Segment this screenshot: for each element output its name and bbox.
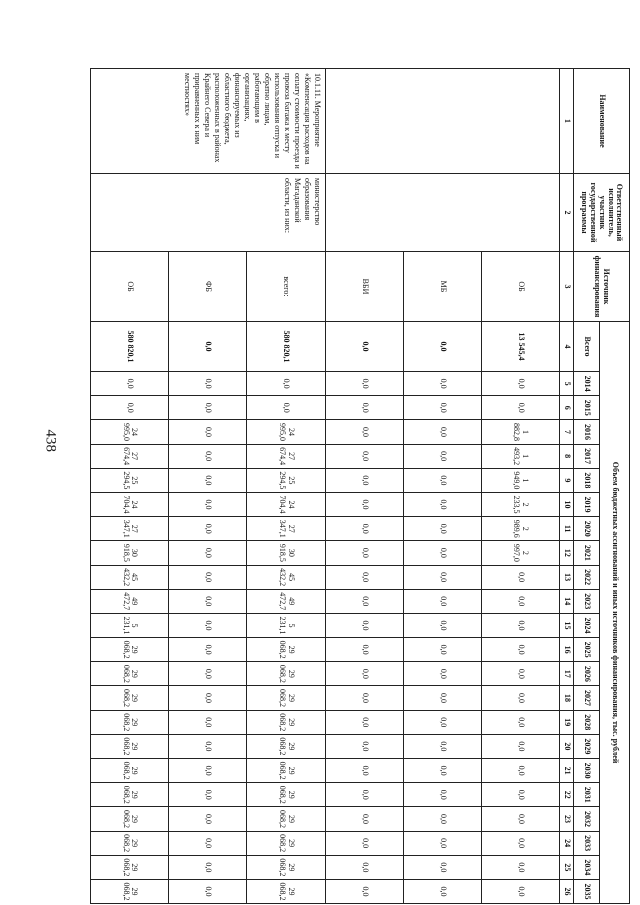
- source-cell: ВБИ: [325, 252, 403, 322]
- value-cell: 0,0: [169, 420, 247, 444]
- source-cell: всего:: [247, 252, 325, 322]
- value-cell: 0,0: [403, 831, 481, 855]
- value-cell: 24 704,4: [247, 492, 325, 516]
- value-cell: 0,0: [325, 372, 403, 396]
- value-cell: 0,0: [325, 492, 403, 516]
- total-cell: 0,0: [325, 322, 403, 372]
- value-cell: 29 068,2: [91, 638, 169, 662]
- value-cell: 0,0: [169, 759, 247, 783]
- value-cell: 0,0: [403, 686, 481, 710]
- value-cell: 0,0: [325, 879, 403, 903]
- value-cell: 0,0: [481, 686, 559, 710]
- value-cell: 29 068,2: [91, 734, 169, 758]
- column-number: 1: [560, 69, 574, 174]
- value-cell: 0,0: [325, 686, 403, 710]
- value-cell: 0,0: [481, 565, 559, 589]
- column-number: 19: [560, 710, 574, 734]
- name-cell-empty: [325, 69, 559, 174]
- value-cell: 29 068,2: [247, 831, 325, 855]
- value-cell: 0,0: [403, 396, 481, 420]
- measure-name: 10.1.11. Мероприятие «Компенсация расходов на оплату стоимости проезда и провоза багажа к месту использования отпуска и обратно лицам, работающим в организациях, финансируемых из областного бюджета, расположенных в районах Крайнего Севера и приравненных к ним местностях»: [91, 69, 326, 174]
- value-cell: 0,0: [325, 420, 403, 444]
- value-cell: 0,0: [325, 734, 403, 758]
- value-cell: 24 704,4: [91, 492, 169, 516]
- value-cell: 29 068,2: [247, 879, 325, 903]
- header-year: 2017: [574, 444, 600, 468]
- column-number: 17: [560, 662, 574, 686]
- value-cell: 0,0: [481, 759, 559, 783]
- value-cell: 0,0: [481, 807, 559, 831]
- header-year: 2033: [574, 831, 600, 855]
- header-year: 2032: [574, 807, 600, 831]
- header-year: 2015: [574, 396, 600, 420]
- value-cell: 0,0: [325, 468, 403, 492]
- value-cell: 2 989,6: [481, 517, 559, 541]
- value-cell: 0,0: [403, 492, 481, 516]
- header-year: 2014: [574, 372, 600, 396]
- value-cell: 49 472,7: [247, 589, 325, 613]
- source-cell: МБ: [403, 252, 481, 322]
- header-year: 2016: [574, 420, 600, 444]
- value-cell: 29 068,2: [91, 807, 169, 831]
- source-cell: ФБ: [169, 252, 247, 322]
- value-cell: 29 068,2: [91, 686, 169, 710]
- column-number: 16: [560, 638, 574, 662]
- header-year: 2034: [574, 855, 600, 879]
- value-cell: 0,0: [325, 444, 403, 468]
- value-cell: 0,0: [169, 807, 247, 831]
- value-cell: 29 068,2: [247, 710, 325, 734]
- value-cell: 0,0: [325, 831, 403, 855]
- column-number: 4: [560, 322, 574, 372]
- column-number: 25: [560, 855, 574, 879]
- value-cell: 0,0: [169, 879, 247, 903]
- value-cell: 29 068,2: [91, 831, 169, 855]
- value-cell: 0,0: [403, 807, 481, 831]
- value-cell: 0,0: [169, 565, 247, 589]
- value-cell: 2 233,5: [481, 492, 559, 516]
- value-cell: 29 068,2: [91, 855, 169, 879]
- value-cell: 0,0: [403, 420, 481, 444]
- rotated-table-wrapper: [90, 68, 630, 903]
- value-cell: 0,0: [403, 662, 481, 686]
- value-cell: 24 995,0: [91, 420, 169, 444]
- value-cell: 29 068,2: [91, 759, 169, 783]
- value-cell: 0,0: [403, 783, 481, 807]
- column-number: 9: [560, 468, 574, 492]
- value-cell: 0,0: [481, 831, 559, 855]
- value-cell: 1 882,8: [481, 420, 559, 444]
- header-year: 2026: [574, 662, 600, 686]
- value-cell: 0,0: [91, 372, 169, 396]
- value-cell: 0,0: [481, 396, 559, 420]
- value-cell: 27 674,4: [247, 444, 325, 468]
- column-number: 3: [560, 252, 574, 322]
- header-year: 2028: [574, 710, 600, 734]
- value-cell: 0,0: [169, 613, 247, 637]
- value-cell: 0,0: [169, 492, 247, 516]
- header-year: 2022: [574, 565, 600, 589]
- source-cell: ОБ: [91, 252, 169, 322]
- value-cell: 29 068,2: [247, 686, 325, 710]
- value-cell: 0,0: [403, 759, 481, 783]
- header-total: Всего: [574, 322, 600, 372]
- value-cell: 0,0: [169, 855, 247, 879]
- value-cell: 29 068,2: [247, 662, 325, 686]
- header-year: 2035: [574, 879, 600, 903]
- header-name: Наименование: [574, 69, 630, 174]
- total-cell: 0,0: [403, 322, 481, 372]
- value-cell: 5 231,1: [91, 613, 169, 637]
- column-number: 22: [560, 783, 574, 807]
- value-cell: 0,0: [481, 710, 559, 734]
- value-cell: 0,0: [481, 662, 559, 686]
- value-cell: 0,0: [403, 517, 481, 541]
- value-cell: 0,0: [403, 565, 481, 589]
- value-cell: 45 432,2: [91, 565, 169, 589]
- header-year: 2020: [574, 517, 600, 541]
- value-cell: 0,0: [481, 855, 559, 879]
- value-cell: 2 997,0: [481, 541, 559, 565]
- value-cell: 0,0: [325, 541, 403, 565]
- value-cell: 29 068,2: [247, 734, 325, 758]
- column-number: 13: [560, 565, 574, 589]
- value-cell: 0,0: [325, 565, 403, 589]
- value-cell: 5 231,1: [247, 613, 325, 637]
- value-cell: 0,0: [247, 372, 325, 396]
- measure-executor: министерство образования Магаданской области, из них:: [91, 174, 326, 252]
- page-number: 438: [42, 429, 59, 452]
- value-cell: 0,0: [169, 468, 247, 492]
- value-cell: 29 068,2: [247, 638, 325, 662]
- value-cell: 0,0: [325, 759, 403, 783]
- header-year: 2029: [574, 734, 600, 758]
- value-cell: 1 493,2: [481, 444, 559, 468]
- column-number: 24: [560, 831, 574, 855]
- value-cell: 24 995,0: [247, 420, 325, 444]
- value-cell: 0,0: [169, 638, 247, 662]
- value-cell: 25 294,5: [247, 468, 325, 492]
- value-cell: 0,0: [403, 613, 481, 637]
- value-cell: 0,0: [403, 468, 481, 492]
- value-cell: 0,0: [169, 831, 247, 855]
- value-cell: 0,0: [481, 638, 559, 662]
- column-number: 26: [560, 879, 574, 903]
- value-cell: 25 294,5: [91, 468, 169, 492]
- total-cell: 580 820,1: [247, 322, 325, 372]
- header-year: 2024: [574, 613, 600, 637]
- header-year: 2025: [574, 638, 600, 662]
- column-number: 6: [560, 396, 574, 420]
- header-year: 2021: [574, 541, 600, 565]
- column-number: 23: [560, 807, 574, 831]
- header-year: 2018: [574, 468, 600, 492]
- column-number: 7: [560, 420, 574, 444]
- value-cell: 0,0: [325, 613, 403, 637]
- value-cell: 0,0: [403, 589, 481, 613]
- value-cell: 0,0: [169, 372, 247, 396]
- value-cell: 0,0: [481, 589, 559, 613]
- header-source: Источник финансирования: [574, 252, 630, 322]
- value-cell: 0,0: [403, 638, 481, 662]
- value-cell: 0,0: [325, 783, 403, 807]
- value-cell: 0,0: [91, 396, 169, 420]
- value-cell: 27 347,1: [91, 517, 169, 541]
- value-cell: 30 918,5: [91, 541, 169, 565]
- value-cell: 0,0: [481, 783, 559, 807]
- value-cell: 0,0: [169, 710, 247, 734]
- value-cell: 0,0: [403, 879, 481, 903]
- value-cell: 0,0: [169, 396, 247, 420]
- value-cell: 0,0: [169, 589, 247, 613]
- value-cell: 0,0: [403, 372, 481, 396]
- total-cell: 13 545,4: [481, 322, 559, 372]
- value-cell: 0,0: [325, 396, 403, 420]
- column-number: 20: [560, 734, 574, 758]
- header-year: 2031: [574, 783, 600, 807]
- header-year: 2027: [574, 686, 600, 710]
- value-cell: 0,0: [169, 541, 247, 565]
- value-cell: 30 918,5: [247, 541, 325, 565]
- value-cell: 49 472,7: [91, 589, 169, 613]
- column-number: 10: [560, 492, 574, 516]
- value-cell: 0,0: [169, 444, 247, 468]
- value-cell: 0,0: [403, 710, 481, 734]
- column-number: 18: [560, 686, 574, 710]
- value-cell: 0,0: [481, 879, 559, 903]
- total-cell: 580 820,1: [91, 322, 169, 372]
- value-cell: 29 068,2: [91, 783, 169, 807]
- funding-table: [90, 68, 630, 904]
- executor-cell-empty: [325, 174, 559, 252]
- value-cell: 29 068,2: [247, 759, 325, 783]
- value-cell: 0,0: [325, 517, 403, 541]
- value-cell: 0,0: [169, 517, 247, 541]
- value-cell: 29 068,2: [91, 710, 169, 734]
- header-executor: Ответственный исполнитель, участник государственной программы: [574, 174, 630, 252]
- value-cell: 0,0: [325, 638, 403, 662]
- column-number: 21: [560, 759, 574, 783]
- value-cell: 0,0: [403, 541, 481, 565]
- header-year: 2030: [574, 759, 600, 783]
- value-cell: 0,0: [403, 444, 481, 468]
- value-cell: 0,0: [325, 662, 403, 686]
- value-cell: 0,0: [481, 734, 559, 758]
- column-number: 5: [560, 372, 574, 396]
- value-cell: 27 347,1: [247, 517, 325, 541]
- value-cell: 29 068,2: [247, 783, 325, 807]
- column-number: 15: [560, 613, 574, 637]
- value-cell: 0,0: [325, 807, 403, 831]
- value-cell: 0,0: [481, 372, 559, 396]
- value-cell: 29 068,2: [91, 879, 169, 903]
- column-number: 8: [560, 444, 574, 468]
- value-cell: 0,0: [169, 662, 247, 686]
- value-cell: 0,0: [169, 686, 247, 710]
- value-cell: 29 068,2: [91, 662, 169, 686]
- header-year: 2023: [574, 589, 600, 613]
- value-cell: 0,0: [325, 589, 403, 613]
- value-cell: 27 674,4: [91, 444, 169, 468]
- value-cell: 45 432,2: [247, 565, 325, 589]
- value-cell: 0,0: [403, 734, 481, 758]
- column-number: 12: [560, 541, 574, 565]
- value-cell: 0,0: [169, 734, 247, 758]
- value-cell: 0,0: [247, 396, 325, 420]
- header-funding-group: Объем бюджетных ассигнований и иных источников финансирования, тыс. рублей: [600, 322, 630, 904]
- total-cell: 0,0: [169, 322, 247, 372]
- value-cell: 1 949,0: [481, 468, 559, 492]
- value-cell: 29 068,2: [247, 855, 325, 879]
- value-cell: 0,0: [403, 855, 481, 879]
- value-cell: 0,0: [481, 613, 559, 637]
- column-number: 14: [560, 589, 574, 613]
- value-cell: 0,0: [325, 710, 403, 734]
- value-cell: 0,0: [169, 783, 247, 807]
- value-cell: 0,0: [325, 855, 403, 879]
- column-number: 2: [560, 174, 574, 252]
- header-year: 2019: [574, 492, 600, 516]
- source-cell: ОБ: [481, 252, 559, 322]
- value-cell: 29 068,2: [247, 807, 325, 831]
- column-number: 11: [560, 517, 574, 541]
